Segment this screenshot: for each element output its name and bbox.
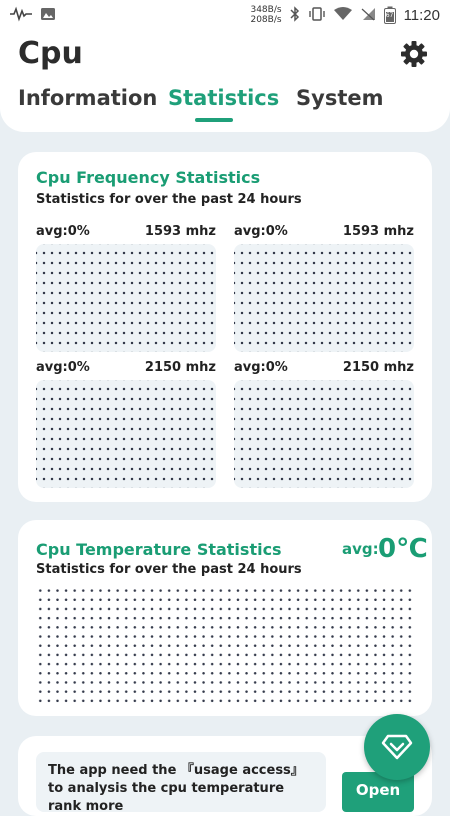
core-dot-grid [234, 244, 414, 352]
tab-bar [0, 86, 450, 116]
core-avg: avg:0% [36, 224, 90, 239]
temperature-subtitle: Statistics for over the past 24 hours [36, 562, 302, 577]
temperature-title: Cpu Temperature Statistics [36, 540, 282, 559]
bluetooth-icon [290, 6, 300, 25]
usage-access-message: The app need the 『usage access』 to analysis the cpu temperature rank more [36, 752, 326, 812]
clock: 11:20 [403, 6, 440, 24]
temperature-avg-value: 0℃ [378, 534, 428, 564]
activity-icon [10, 7, 32, 24]
core-avg: avg:0% [36, 360, 90, 375]
temperature-dot-grid [36, 586, 416, 706]
frequency-subtitle: Statistics for over the past 24 hours [36, 192, 302, 207]
temperature-card [18, 520, 432, 716]
page-title: Cpu [18, 36, 83, 71]
net-down: 208B/s [250, 15, 282, 25]
image-icon [40, 7, 56, 24]
tab-statistics[interactable]: Statistics [168, 86, 280, 110]
diamond-icon [382, 734, 412, 760]
premium-fab-button[interactable] [364, 714, 430, 780]
core-mhz: 1593 mhz [144, 224, 216, 239]
gear-icon [400, 40, 428, 68]
temperature-avg-label: avg: [342, 540, 379, 558]
core-mhz: 2150 mhz [144, 360, 216, 375]
settings-button[interactable] [398, 38, 430, 70]
network-speed [250, 5, 281, 25]
core-avg: avg:0% [234, 224, 288, 239]
wifi-icon [334, 7, 352, 24]
core-dot-grid [234, 380, 414, 488]
tab-information[interactable]: Information [18, 86, 158, 110]
signal-icon [360, 7, 376, 24]
battery-level: 67 [385, 12, 394, 19]
status-bar [0, 0, 450, 30]
open-button[interactable]: Open [342, 772, 414, 812]
frequency-card [18, 152, 432, 502]
tab-indicator [195, 118, 233, 122]
tab-system[interactable]: System [296, 86, 384, 110]
core-mhz: 1593 mhz [342, 224, 414, 239]
battery-icon [384, 6, 396, 24]
net-up: 348B/s [250, 5, 282, 15]
app-header [0, 30, 450, 132]
core-mhz: 2150 mhz [342, 360, 414, 375]
core-avg: avg:0% [234, 360, 288, 375]
frequency-title: Cpu Frequency Statistics [36, 168, 261, 187]
vibrate-icon [308, 6, 326, 25]
core-dot-grid [36, 380, 216, 488]
core-dot-grid [36, 244, 216, 352]
